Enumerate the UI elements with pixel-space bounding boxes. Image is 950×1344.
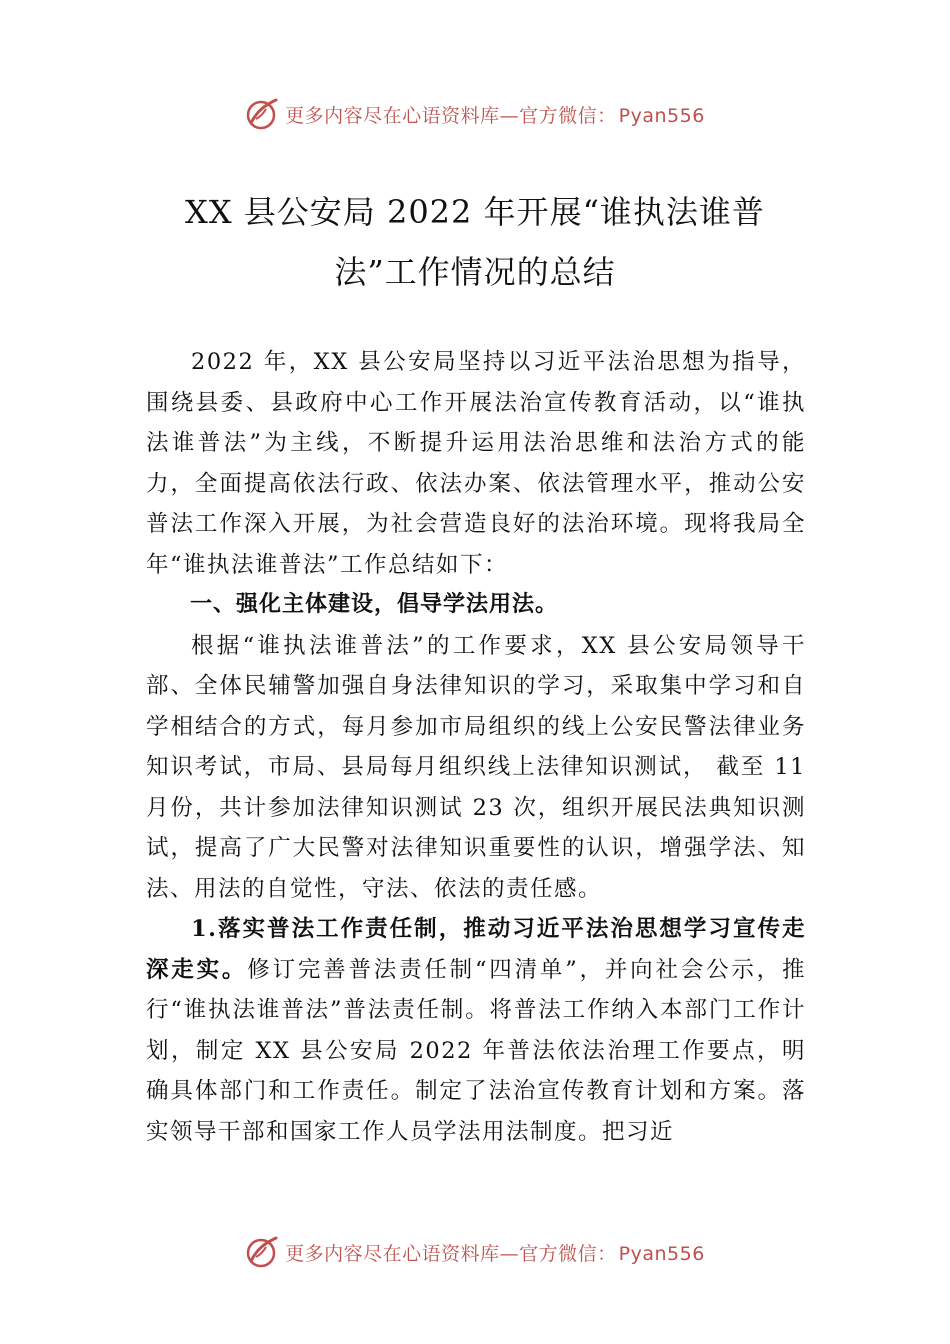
header-watermark-banner xyxy=(0,94,950,134)
paragraph-3-text: 修订完善普法责任制“四清单”，并向社会公示，推行“谁执法谁普法”普法责任制。将普法工作纳入本部门工作计划，制定 XX 县公安局 2022 年普法依法治理工作要点，明确具体部门和工作责任。制定了法治宣传教育计划和方案。落实领导干部和国家工作人员学法用法制度。把习近 xyxy=(146,956,806,1145)
section-heading-1: 一、强化主体建设，倡导学法用法。 xyxy=(190,592,559,617)
document-body xyxy=(146,342,806,1152)
banner-label: 更多内容尽在心语资料库—官方微信： xyxy=(285,1242,617,1265)
banner-wechat-id: Pyan556 xyxy=(618,1242,705,1265)
footer-watermark-banner xyxy=(0,1232,950,1272)
brush-logo-icon xyxy=(245,1235,279,1269)
intro-paragraph: 2022 年，XX 县公安局坚持以习近平法治思想为指导，围绕县委、县政府中心工作开展法治宣传教育活动，以“谁执法谁普法”为主线，不断提升运用法治思维和法治方式的能力，全面提高依法行政、依法办案、依法管理水平，推动公安普法工作深入开展，为社会营造良好的法治环境。现将我局全年“谁执法谁普法”工作总结如下： xyxy=(146,349,806,578)
banner-wechat-id: Pyan556 xyxy=(618,104,705,127)
title-line-2: 法”工作情况的总结 xyxy=(334,253,616,291)
brush-logo-icon xyxy=(245,97,279,131)
paragraph-3 xyxy=(146,909,806,1152)
title-line-1: XX 县公安局 2022 年开展“谁执法谁普 xyxy=(185,193,765,231)
paragraph-3-bold-lead: 1.落实普法工作责任制，推动习近平法治思想学习宣传走深走实。 xyxy=(146,916,806,983)
paragraph-2: 根据“谁执法谁普法”的工作要求，XX 县公安局领导干部、全体民辅警加强自身法律知识的学习，采取集中学习和自学相结合的方式，每月参加市局组织的线上公安民警法律业务知识考试，市局、县局每月组织线上法律知识测试， 截至 11 月份，共计参加法律知识测试 23 次，组织开展民法典知识测试，提高了广大民警对法律知识重要性的认识，增强学法、知法、用法的自觉性，守法、依法的责任感。 xyxy=(146,632,806,902)
banner-label: 更多内容尽在心语资料库—官方微信： xyxy=(285,104,617,127)
document-title xyxy=(120,182,830,302)
